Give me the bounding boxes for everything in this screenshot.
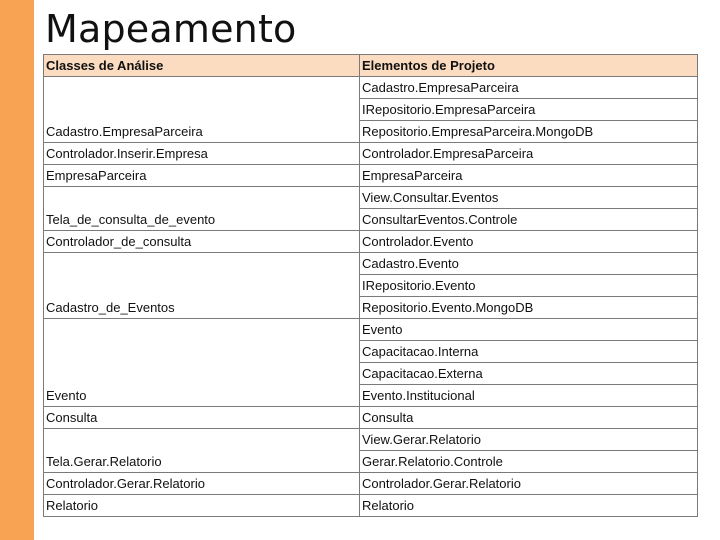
analysis-class-cell: Tela_de_consulta_de_evento — [44, 187, 360, 231]
analysis-class-cell: Relatorio — [44, 495, 360, 517]
project-element-cell: View.Consultar.Eventos — [360, 187, 698, 209]
project-element-cell: Repositorio.EmpresaParceira.MongoDB — [360, 121, 698, 143]
project-element-cell: Capacitacao.Externa — [360, 363, 698, 385]
table-row — [44, 187, 698, 209]
project-element-cell: Controlador.EmpresaParceira — [360, 143, 698, 165]
project-element-cell: Relatorio — [360, 495, 698, 517]
table-row — [44, 495, 698, 517]
project-element-cell: Cadastro.Evento — [360, 253, 698, 275]
project-element-cell: Repositorio.Evento.MongoDB — [360, 297, 698, 319]
table-row — [44, 429, 698, 451]
table-row — [44, 319, 698, 341]
project-element-cell: Controlador.Gerar.Relatorio — [360, 473, 698, 495]
project-element-cell: IRepositorio.Evento — [360, 275, 698, 297]
project-element-cell: Gerar.Relatorio.Controle — [360, 451, 698, 473]
analysis-class-cell: Tela.Gerar.Relatorio — [44, 429, 360, 473]
table-row — [44, 231, 698, 253]
table-row — [44, 407, 698, 429]
project-element-cell: Cadastro.EmpresaParceira — [360, 77, 698, 99]
project-element-cell: Evento.Institucional — [360, 385, 698, 407]
mapping-table — [43, 54, 698, 517]
project-element-cell: View.Gerar.Relatorio — [360, 429, 698, 451]
table-row — [44, 143, 698, 165]
project-element-cell: EmpresaParceira — [360, 165, 698, 187]
project-element-cell: Evento — [360, 319, 698, 341]
project-element-cell: IRepositorio.EmpresaParceira — [360, 99, 698, 121]
analysis-class-cell: Cadastro_de_Eventos — [44, 253, 360, 319]
page-title: Mapeamento — [45, 7, 297, 51]
analysis-class-cell: EmpresaParceira — [44, 165, 360, 187]
header-analysis-classes: Classes de Análise — [44, 55, 360, 77]
analysis-class-cell: Controlador.Gerar.Relatorio — [44, 473, 360, 495]
table-row — [44, 165, 698, 187]
project-element-cell: Controlador.Evento — [360, 231, 698, 253]
analysis-class-cell: Consulta — [44, 407, 360, 429]
table-row — [44, 77, 698, 99]
project-element-cell: Consulta — [360, 407, 698, 429]
analysis-class-cell: Cadastro.EmpresaParceira — [44, 77, 360, 143]
header-project-elements: Elementos de Projeto — [360, 55, 698, 77]
analysis-class-cell: Evento — [44, 319, 360, 407]
table-header-row — [44, 55, 698, 77]
table-row — [44, 253, 698, 275]
mapping-table-body — [44, 77, 698, 517]
table-row — [44, 473, 698, 495]
analysis-class-cell: Controlador.Inserir.Empresa — [44, 143, 360, 165]
accent-side-bar — [0, 0, 34, 540]
project-element-cell: Capacitacao.Interna — [360, 341, 698, 363]
analysis-class-cell: Controlador_de_consulta — [44, 231, 360, 253]
project-element-cell: ConsultarEventos.Controle — [360, 209, 698, 231]
